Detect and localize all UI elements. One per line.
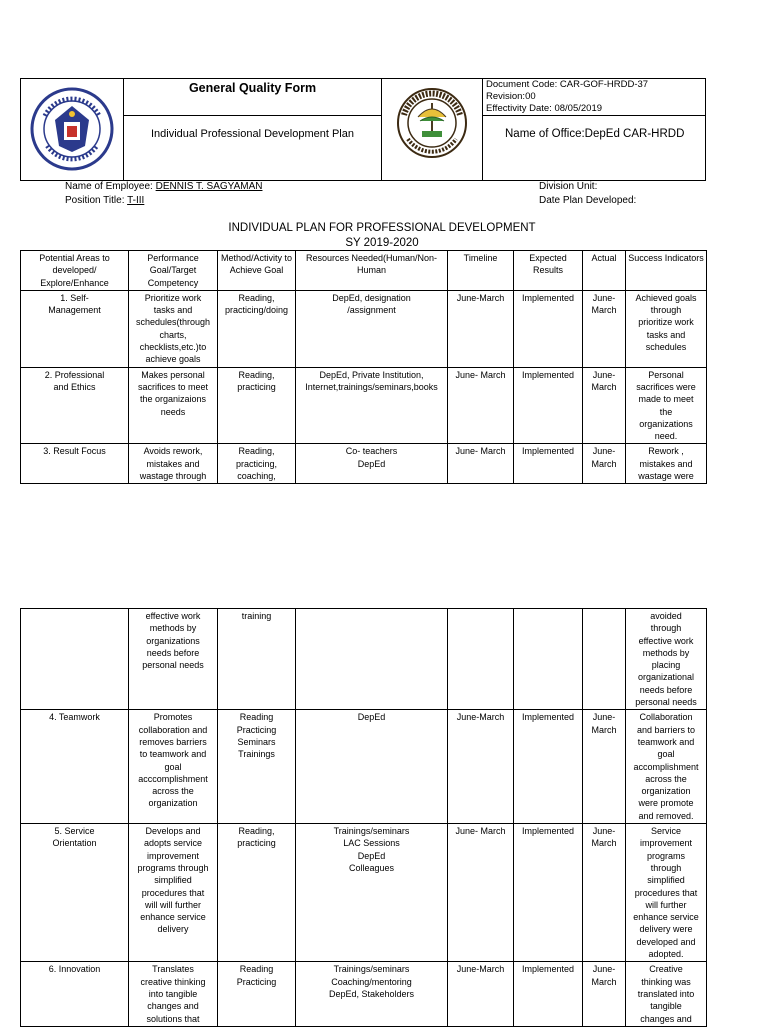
deped-seal-logo-right — [396, 87, 468, 159]
table-row — [21, 824, 707, 962]
plan-table-page1 — [20, 250, 707, 484]
table-row — [21, 367, 707, 444]
col-header-success: Success Indicators — [626, 251, 707, 291]
expected-cell: Implemented — [514, 962, 583, 1026]
area-cell: 6. Innovation — [21, 962, 129, 1026]
expected-cell: Implemented — [514, 824, 583, 962]
date-plan-label: Date Plan Developed: — [539, 195, 637, 206]
method-cell: Reading Practicing — [218, 962, 296, 1026]
division-info — [539, 180, 636, 208]
area-cell: 3. Result Focus — [21, 444, 129, 484]
table-row — [21, 710, 707, 824]
resources-cell — [296, 609, 448, 710]
success-cell: Personal sacrifices were made to meet the organizations need. — [626, 367, 707, 444]
goal-cell: Translates creative thinking into tangible changes and solutions that — [129, 962, 218, 1026]
employee-name-label: Name of Employee: — [65, 181, 153, 192]
resources-cell: Trainings/seminars Coaching/mentoring DepEd, Stakeholders — [296, 962, 448, 1026]
resources-cell: DepEd, designation /assignment — [296, 290, 448, 367]
expected-cell: Implemented — [514, 710, 583, 824]
resources-cell: DepEd — [296, 710, 448, 824]
method-cell: Reading, practicing — [218, 367, 296, 444]
effectivity-date: Effectivity Date: 08/05/2019 — [486, 103, 603, 114]
resources-cell: Trainings/seminars LAC Sessions DepEd Colleagues — [296, 824, 448, 962]
area-cell — [21, 609, 129, 710]
goal-cell: Avoids rework, mistakes and wastage through — [129, 444, 218, 484]
col-header-expected: Expected Results — [514, 251, 583, 291]
expected-cell: Implemented — [514, 290, 583, 367]
success-cell: Rework , mistakes and wastage were — [626, 444, 707, 484]
resources-cell: DepEd, Private Institution, Internet,trainings/seminars,books — [296, 367, 448, 444]
goal-cell: Prioritize work tasks and schedules(through charts, checklists,etc.)to achieve goals — [129, 290, 218, 367]
table-header-row — [21, 251, 707, 291]
success-cell: Creative thinking was translated into tangible changes and — [626, 962, 707, 1026]
table-row — [21, 609, 707, 710]
area-cell: 5. Service Orientation — [21, 824, 129, 962]
title-cell — [124, 79, 382, 180]
revision: Revision:00 — [486, 91, 536, 102]
col-header-resources: Resources Needed(Human/Non-Human — [296, 251, 448, 291]
doc-info-cell — [483, 79, 705, 180]
expected-cell — [514, 609, 583, 710]
deped-seal-logo-left — [29, 86, 115, 172]
timeline-cell: June-March — [448, 290, 514, 367]
success-cell: Service improvement programs through simplified procedures that will further enhance service delivery were developed and adopted. — [626, 824, 707, 962]
actual-cell: June- March — [583, 290, 626, 367]
actual-cell: June- March — [583, 824, 626, 962]
goal-cell: Develops and adopts service improvement programs through simplified procedures that will will further enhance service delivery — [129, 824, 218, 962]
method-cell: Reading Practicing Seminars Trainings — [218, 710, 296, 824]
goal-cell: Promotes collaboration and removes barriers to teamwork and goal acccomplishment across the organization — [129, 710, 218, 824]
position-label: Position Title: — [65, 195, 125, 206]
area-cell: 2. Professional and Ethics — [21, 367, 129, 444]
col-header-areas: Potential Areas to developed/ Explore/Enhance — [21, 251, 129, 291]
timeline-cell: June-March — [448, 710, 514, 824]
actual-cell: June- March — [583, 962, 626, 1026]
actual-cell: June- March — [583, 444, 626, 484]
document-code: Document Code: CAR-GOF-HRDD-37 — [486, 79, 649, 90]
table-row — [21, 290, 707, 367]
method-cell: Reading, practicing/doing — [218, 290, 296, 367]
col-header-timeline: Timeline — [448, 251, 514, 291]
method-cell: Reading, practicing, coaching, — [218, 444, 296, 484]
division-unit-label: Division Unit: — [539, 181, 598, 192]
actual-cell — [583, 609, 626, 710]
expected-cell: Implemented — [514, 444, 583, 484]
timeline-cell: June-March — [448, 962, 514, 1026]
plan-title: INDIVIDUAL PLAN FOR PROFESSIONAL DEVELOPMENT — [228, 222, 536, 234]
actual-cell: June- March — [583, 710, 626, 824]
timeline-cell: June- March — [448, 444, 514, 484]
logo-cell-right — [382, 79, 483, 180]
resources-cell: Co- teachers DepEd — [296, 444, 448, 484]
method-cell: training — [218, 609, 296, 710]
expected-cell: Implemented — [514, 367, 583, 444]
table-row — [21, 962, 707, 1026]
employee-name: DENNIS T. SAGYAMAN — [155, 181, 263, 192]
goal-cell: effective work methods by organizations needs before personal needs — [129, 609, 218, 710]
col-header-actual: Actual — [583, 251, 626, 291]
success-cell: avoided through effective work methods by placing organizational needs before personal needs — [626, 609, 707, 710]
goal-cell: Makes personal sacrifices to meet the organizaions needs — [129, 367, 218, 444]
col-header-method: Method/Activity to Achieve Goal — [218, 251, 296, 291]
table-row — [21, 444, 707, 484]
plan-table-page2 — [20, 608, 707, 1027]
success-cell: Collaboration and barriers to teamwork and goal accomplishment across the organization were promote and removed. — [626, 710, 707, 824]
timeline-cell: June- March — [448, 367, 514, 444]
plan-heading — [20, 221, 744, 251]
area-cell: 4. Teamwork — [21, 710, 129, 824]
logo-cell-left — [21, 79, 124, 180]
office-name: Name of Office:DepEd CAR-HRDD — [505, 128, 685, 140]
employee-info — [65, 180, 262, 208]
timeline-cell — [448, 609, 514, 710]
area-cell: 1. Self- Management — [21, 290, 129, 367]
form-header — [20, 78, 706, 181]
method-cell: Reading, practicing — [218, 824, 296, 962]
form-title: General Quality Form — [188, 81, 317, 95]
position-title: T-III — [127, 195, 145, 206]
col-header-goal: Performance Goal/Target Competency — [129, 251, 218, 291]
actual-cell: June- March — [583, 367, 626, 444]
plan-doc-title: Individual Professional Development Plan — [150, 128, 354, 140]
timeline-cell: June- March — [448, 824, 514, 962]
success-cell: Achieved goals through prioritize work tasks and schedules — [626, 290, 707, 367]
school-year: SY 2019-2020 — [345, 237, 419, 249]
